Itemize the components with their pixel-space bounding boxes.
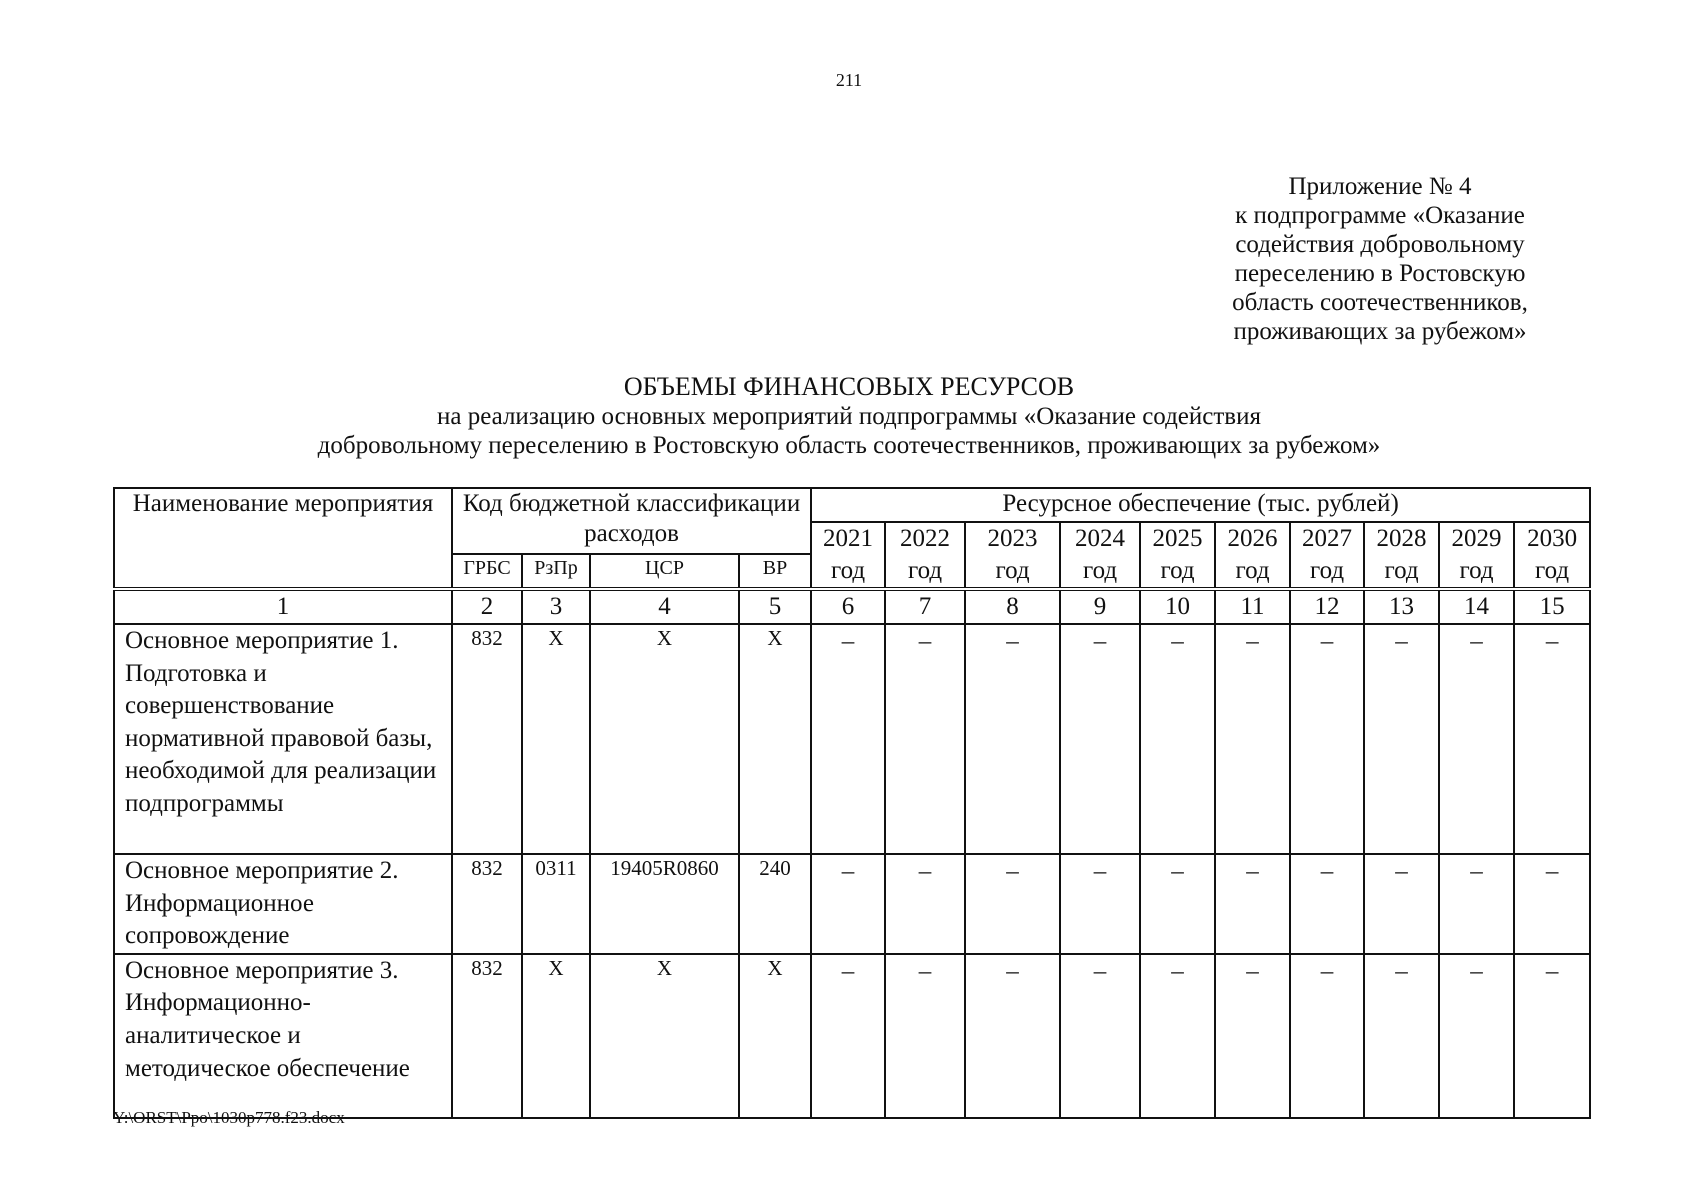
column-number: 4 (590, 589, 739, 624)
activity-name: Основное мероприятие 2. Информационное сопровождение (114, 854, 452, 954)
funding-value-cell: – (885, 854, 965, 954)
column-number: 5 (739, 589, 811, 624)
header-year (1060, 522, 1140, 589)
funding-value-cell: – (1364, 954, 1439, 1118)
funding-value-cell: – (1290, 854, 1364, 954)
year-value: 2024 (1075, 525, 1126, 552)
column-number: 14 (1439, 589, 1514, 624)
column-number: 12 (1290, 589, 1364, 624)
table-body (114, 624, 1590, 1118)
header-year (1215, 522, 1290, 589)
budget-code-cell: 832 (452, 624, 522, 854)
appendix-note (1180, 172, 1580, 346)
appendix-line: содействия добровольному (1235, 231, 1525, 258)
funding-value-cell: – (1140, 854, 1215, 954)
column-number: 1 (114, 589, 452, 624)
page-number: 211 (835, 70, 863, 90)
document-title: ОБЪЕМЫ ФИНАНСОВЫХ РЕСУРСОВ (623, 372, 1075, 401)
header-resources: Ресурсное обеспечение (тыс. рублей) (811, 488, 1590, 522)
header-year (1364, 522, 1439, 589)
header-rzpr: РзПр (522, 554, 590, 589)
appendix-line: область соотечественников, (1232, 289, 1528, 316)
funding-value-cell: – (1514, 954, 1590, 1118)
budget-code-cell: 832 (452, 854, 522, 954)
table-row (114, 854, 1590, 954)
table-row (114, 624, 1590, 854)
column-number: 2 (452, 589, 522, 624)
year-suffix: год (1309, 557, 1345, 584)
year-value: 2021 (823, 525, 874, 552)
appendix-line: проживающих за рубежом» (1233, 318, 1527, 345)
year-value: 2030 (1527, 525, 1578, 552)
budget-code-cell: 832 (452, 954, 522, 1118)
activity-name: Основное мероприятие 1. Подготовка и совершенствование нормативной правовой базы, необходимой для реализации подпрограммы (114, 624, 452, 854)
document-subtitle-line: на реализацию основных мероприятий подпрограммы «Оказание содействия (437, 403, 1261, 430)
funding-value-cell: – (965, 954, 1060, 1118)
header-grbs: ГРБС (452, 554, 522, 589)
column-number: 13 (1364, 589, 1439, 624)
appendix-line: переселению в Ростовскую (1234, 260, 1526, 287)
header-year (1514, 522, 1590, 589)
year-suffix: год (1235, 557, 1270, 584)
column-number: 9 (1060, 589, 1140, 624)
year-suffix: год (830, 557, 866, 584)
column-number: 7 (885, 589, 965, 624)
funding-value-cell: – (1439, 954, 1514, 1118)
year-suffix: год (1160, 557, 1195, 584)
budget-code-cell: Х (739, 624, 811, 854)
year-value: 2028 (1376, 525, 1427, 552)
header-year (1439, 522, 1514, 589)
budget-code-cell: Х (739, 954, 811, 1118)
header-year (811, 522, 885, 589)
year-value: 2023 (987, 525, 1038, 552)
funding-value-cell: – (811, 624, 885, 854)
document-subtitle-line: добровольному переселению в Ростовскую область соотечественников, проживающих за рубежом» (317, 432, 1381, 459)
budget-code-cell: 240 (739, 854, 811, 954)
funding-value-cell: – (885, 954, 965, 1118)
header-year (885, 522, 965, 589)
budget-code-cell: 0311 (522, 854, 590, 954)
funding-value-cell: – (1215, 954, 1290, 1118)
funding-value-cell: – (1290, 954, 1364, 1118)
activity-name: Основное мероприятие 3. Информационно-аналитическое и методическое обеспечение (114, 954, 452, 1118)
funding-value-cell: – (1439, 854, 1514, 954)
funding-value-cell: – (1060, 854, 1140, 954)
header-year (1140, 522, 1215, 589)
table-header (114, 488, 1590, 624)
header-csr: ЦСР (590, 554, 739, 589)
column-number: 10 (1140, 589, 1215, 624)
funding-value-cell: – (965, 854, 1060, 954)
funding-value-cell: – (1060, 954, 1140, 1118)
funding-value-cell: – (811, 954, 885, 1118)
header-vr: ВР (739, 554, 811, 589)
appendix-line: Приложение № 4 (1288, 173, 1472, 200)
financial-resources-table (113, 487, 1591, 1119)
funding-value-cell: – (885, 624, 965, 854)
year-suffix: год (1384, 557, 1419, 584)
funding-value-cell: – (1364, 854, 1439, 954)
funding-value-cell: – (1140, 954, 1215, 1118)
year-value: 2022 (900, 525, 951, 552)
year-value: 2026 (1227, 525, 1278, 552)
year-value: 2029 (1451, 525, 1502, 552)
header-year (1290, 522, 1364, 589)
column-number: 15 (1514, 589, 1590, 624)
year-suffix: год (907, 557, 943, 584)
file-path-footer: Y:\ORST\Ppo\1030p778.f23.docx (113, 1108, 345, 1127)
budget-code-cell: Х (590, 624, 739, 854)
column-number: 8 (965, 589, 1060, 624)
funding-value-cell: – (1514, 854, 1590, 954)
funding-value-cell: – (965, 624, 1060, 854)
year-value: 2027 (1302, 525, 1353, 552)
column-number: 6 (811, 589, 885, 624)
budget-code-cell: Х (590, 954, 739, 1118)
budget-code-cell: Х (522, 624, 590, 854)
year-suffix: год (995, 557, 1030, 584)
funding-value-cell: – (1060, 624, 1140, 854)
column-number: 3 (522, 589, 590, 624)
funding-value-cell: – (1364, 624, 1439, 854)
header-name: Наименование мероприятия (114, 488, 452, 589)
year-value: 2025 (1152, 525, 1203, 552)
funding-value-cell: – (1290, 624, 1364, 854)
header-year (965, 522, 1060, 589)
budget-code-cell: Х (522, 954, 590, 1118)
year-suffix: год (1535, 557, 1570, 584)
year-suffix: год (1459, 557, 1494, 584)
appendix-line: к подпрограмме «Оказание (1235, 202, 1525, 229)
title-block (0, 372, 1698, 460)
funding-value-cell: – (1439, 624, 1514, 854)
funding-value-cell: – (1140, 624, 1215, 854)
year-suffix: год (1082, 557, 1118, 584)
table-row (114, 954, 1590, 1118)
budget-code-cell: 19405R0860 (590, 854, 739, 954)
funding-value-cell: – (811, 854, 885, 954)
funding-value-cell: – (1514, 624, 1590, 854)
header-budget-code: Код бюджетной классификации расходов (452, 488, 811, 554)
funding-value-cell: – (1215, 854, 1290, 954)
funding-value-cell: – (1215, 624, 1290, 854)
column-number: 11 (1215, 589, 1290, 624)
